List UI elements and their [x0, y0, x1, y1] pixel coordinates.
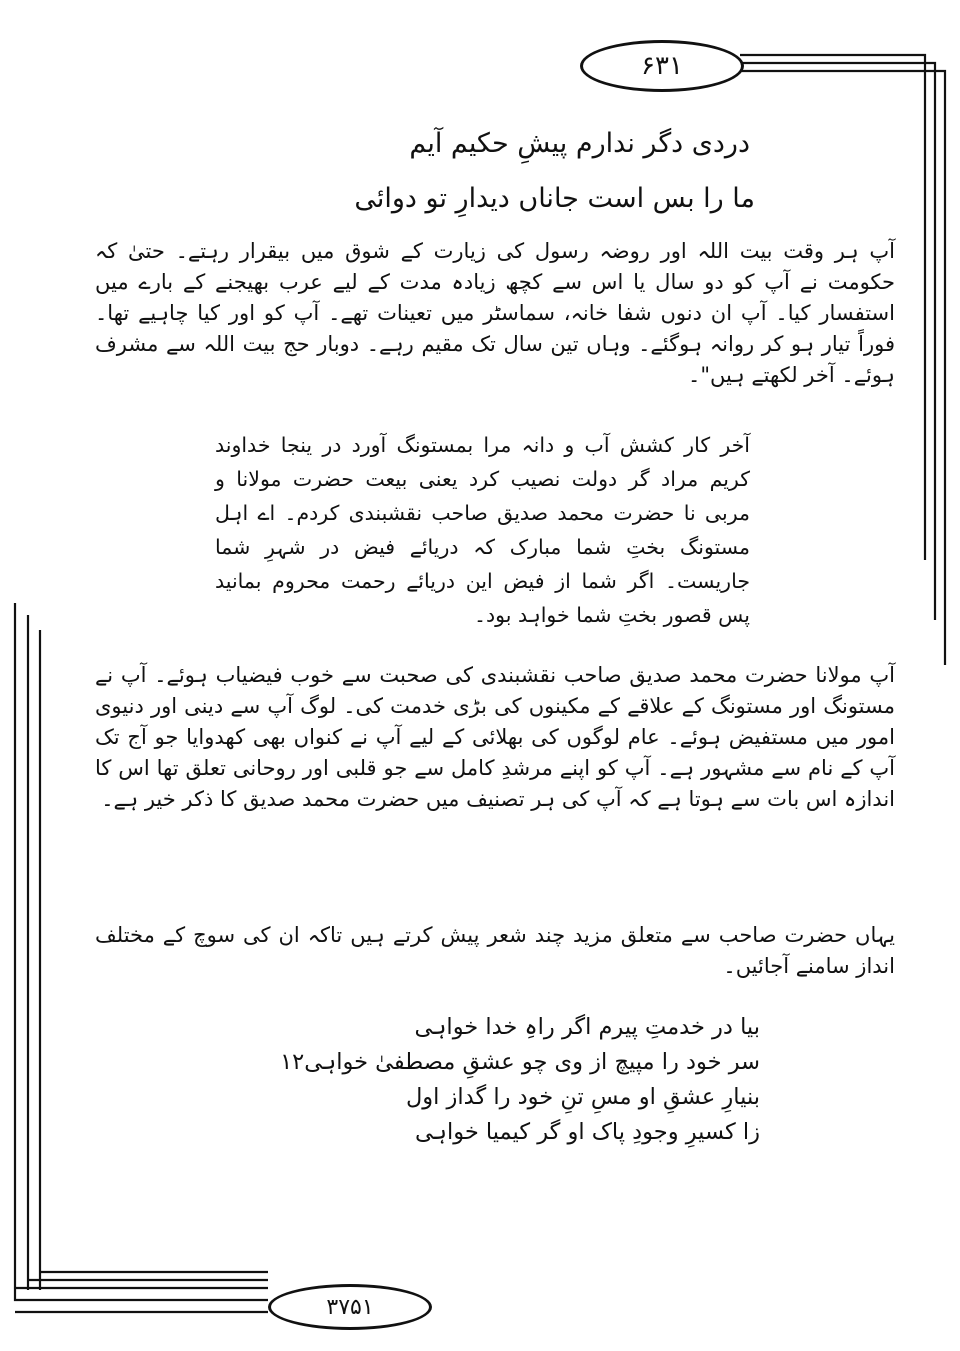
paragraph-1: آپ ہر وقت بیت اللہ اور روضہ رسول کی زیارت کے شوق میں بیقرار رہتے۔ حتیٰ کہ حکومت نے آپ کو دو سال یا اس سے کچھ زیادہ مدت کے لیے عرب بھیجنے کے بارے میں استفسار کیا۔ آپ ان دنوں شفا خانہ، سماسٹر میں تعینات تھے۔ آپ کو اور کیا چاہیے تھا۔ فوراً تیار ہو کر روانہ ہوگئے۔ وہاں تین سال تک مقیم رہے۔ دوبار حج بیت اللہ سے مشرف ہوئے۔ آخر لکھتے ہیں"۔	[95, 239, 895, 387]
couplet-line-1: دردی دگر ندارم پیشِ حکیم آیم	[409, 128, 750, 159]
persian-quote: آخر کار کشش آب و دانہ مرا بمستونگ آورد در ینجا خداوند کریم مراد گر دولت نصیب کرد یعنی بیعت حضرت مولانا و مربی نا حضرت محمد صدیق صاحب نقشبندی کردم۔ اے اہل مستونگ بختِ شما مبارک کہ دریائے فیض در شہرِ شما جاریست۔ اگر شما از فیض این دریائے رحمت محروم بمانید پس قصور بختِ شما خواہد بود۔	[215, 433, 750, 627]
verse-line: بنیارِ عشقِ او مسِ تنِ خود را گداز اول	[405, 1084, 760, 1110]
verse-line: بیا در خدمتِ پیرم اگر راہِ خدا خواہی	[414, 1014, 760, 1040]
paragraph-2: آپ مولانا حضرت محمد صدیق صاحب نقشبندی کی صحبت سے خوب فیضیاب ہوئے۔ آپ نے مستونگ اور مستونگ کے علاقے کے مکینوں کی بڑی خدمت کی۔ لوگ آپ سے دینی اور دنیوی امور میں مستفیض ہوئے۔ عام لوگوں کی بھلائی کے لیے آپ نے کنواں بھی کھدوایا جو آج تک آپ کے نام سے مشہور ہے۔ آپ کو اپنے مرشدِ کامل سے جو قلبی اور روحانی تعلق تھا اس کا اندازہ اس بات سے ہوتا ہے کہ آپ کی ہر تصنیف میں حضرت محمد صدیق کا ذکر خیر ہے۔	[95, 663, 895, 811]
paragraph-3: یہاں حضرت صاحب سے متعلق مزید چند شعر پیش کرتے ہیں تاکہ ان کی سوچ کے مختلف انداز سامنے آجائیں۔	[95, 923, 895, 978]
verse-line: سر خود را مپیچ از وی چو عشقِ مصطفیٰ خواہی۱۲	[280, 1049, 760, 1075]
bottom-page-number: ۳۷۵۱	[268, 1284, 432, 1330]
verse-line: زا کسیرِ وجودِ پاک او گر کیمیا خواہی	[415, 1119, 760, 1145]
top-page-number: ۶۳۱	[580, 40, 744, 92]
couplet-line-2: ما را بس است جاناں دیدارِ تو دوائی	[354, 183, 755, 214]
verse-block	[215, 1010, 760, 1150]
